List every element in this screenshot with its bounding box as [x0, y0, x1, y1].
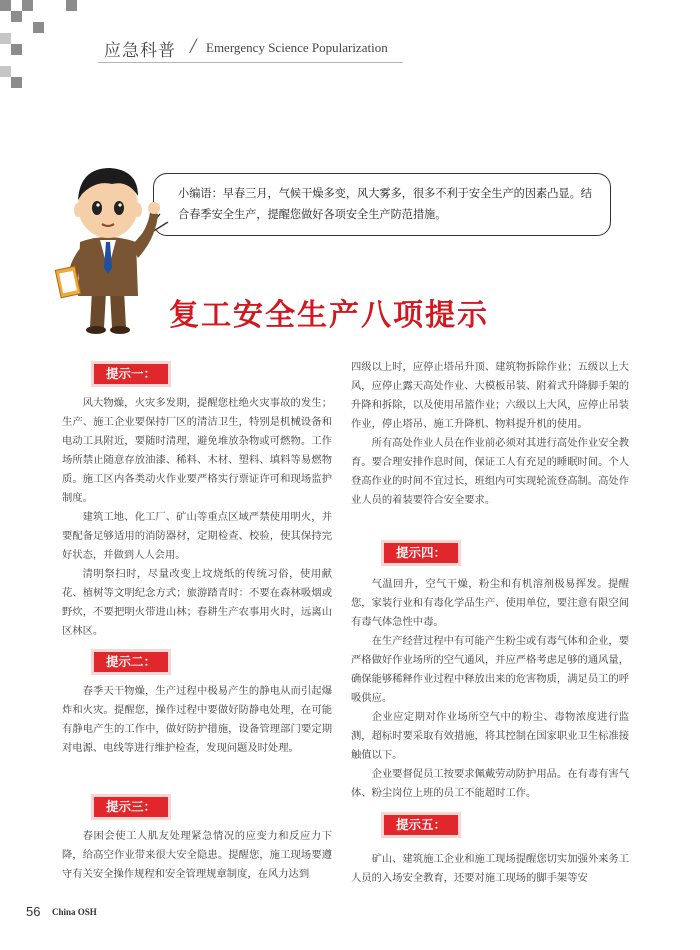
paragraph: 所有高处作业人员在作业前必须对其进行高处作业安全教育。要合理安排作息时间，保证工人有充足的睡眠时间。个人登高作业的时间不宜过长，班组内可实现轮流登高制。高处作业人员的着装要符合安全要求。: [351, 437, 630, 506]
left-column-block-3: [62, 827, 332, 884]
tip-3-badge: 提示三：: [94, 797, 168, 817]
paragraph: 矿山、建筑施工企业和施工现场提醒您切实加强外来务工人员的入场安全教育，还要对施工现场的脚手架等安: [351, 853, 630, 884]
tip-2-badge: 提示二：: [94, 652, 168, 672]
paragraph: 风大物燥，火灾多发期，提醒您杜绝火灾事故的发生；生产、施工企业要保持厂区的清洁卫生，特别是机械设备和电动工具附近，要随时清理，避免堆放杂物或可燃物。工作场所禁止随意存放油漆、稀料、木材、塑料、填料等易燃物质。施工区内各类动火作业要严格实行票证许可和现场监护制度。: [62, 397, 332, 504]
section-category: 应急科普: [104, 41, 176, 61]
paragraph: 清明祭扫时，尽量改变上坟烧纸的传统习俗，使用献花、植树等文明纪念方式；旅游踏青时：不要在森林吸烟或野炊，不要把明火带进山林；春耕生产农事用火时，远离山区林区。: [62, 568, 332, 637]
article-title: 复工安全生产八项提示: [169, 298, 489, 333]
journal-name: China OSH: [52, 907, 97, 917]
paragraph: 春季天干物燥，生产过程中极易产生的静电从而引起爆炸和火灾。提醒您，操作过程中要做好防静电处理，在可能有静电产生的工作中，做好防护措施，设备管理部门要定期对电源、电线等进行维护检查，发现问题及时处理。: [62, 685, 332, 754]
left-column-block-2: [62, 682, 332, 758]
paragraph: 气温回升，空气干燥，粉尘和有机溶剂极易挥发。提醒您，家装行业和有毒化学品生产、使用单位，要注意有限空间有毒气体急性中毒。: [351, 578, 630, 628]
right-column-block-1: [351, 358, 629, 510]
paragraph: 在生产经营过程中有可能产生粉尘或有毒气体和企业，要严格做好作业场所的空气通风，并应严格考虑足够的通风量，确保能够稀释作业过程中释放出来的危害物质，满足员工的呼吸供应。: [351, 635, 630, 704]
tip-1-badge: 提示一：: [94, 364, 168, 384]
paragraph: 企业应定期对作业场所空气中的粉尘、毒物浓度进行监测，超标时要采取有效措施，将其控制在国家职业卫生标准接触值以下。: [351, 711, 630, 761]
editor-note: 小编语：早春三月，气候干燥多变，风大雾多，很多不利于安全生产的因素凸显。结合春季安全生产，提醒您做好各项安全生产防范措施。: [178, 187, 592, 221]
section-category-english: Emergency Science Popularization: [206, 40, 388, 55]
paragraph: 企业要督促员工按要求佩戴劳动防护用品。在有毒有害气体、粉尘岗位上班的员工不能超时工作。: [351, 768, 630, 799]
left-column-block-1: [62, 394, 332, 641]
header-separator: /: [190, 33, 197, 58]
right-column-block-2: [351, 575, 629, 803]
paragraph: 四级以上时，应停止塔吊升顶、建筑物拆除作业；五级以上大风，应停止露天高处作业、大模板吊装、附着式升降脚手架的升降和拆除，以及使用吊篮作业；六级以上大风，应停止吊装作业，停止塔吊、施工升降机、物料提升机的使用。: [351, 361, 630, 430]
paragraph: 春困会使工人肌友处理紧急情况的应变力和反应力下降，给高空作业带来很大安全隐患。提醒您，施工现场要遵守有关安全操作规程和安全管理规章制度，在风力达到: [62, 830, 332, 880]
cartoon-man-illustration: [52, 150, 162, 335]
tip-4-badge: 提示四：: [384, 543, 458, 563]
paragraph: 建筑工地、化工厂、矿山等重点区域严禁使用明火，并要配备足够适用的消防器材，定期检查、校验，使其保持完好状态，并做到人人会用。: [62, 511, 332, 561]
page-number: 56: [26, 904, 41, 919]
right-column-block-3: [351, 850, 629, 888]
tip-5-badge: 提示五：: [384, 815, 458, 835]
